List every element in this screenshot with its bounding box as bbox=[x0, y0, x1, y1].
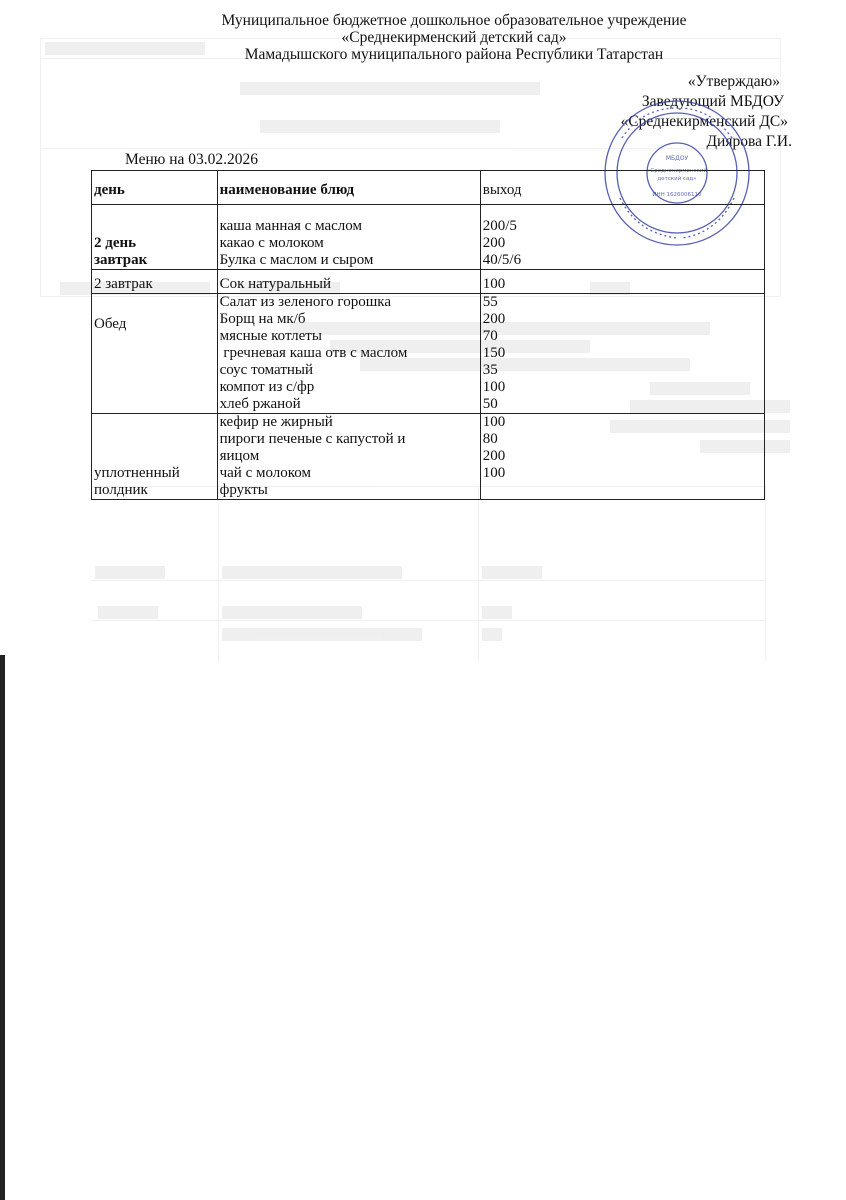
yield-cell bbox=[480, 205, 764, 270]
header-line-3: Мамадышского муниципального района Республики Татарстан bbox=[244, 46, 664, 63]
meal-label: полдник bbox=[94, 482, 148, 498]
yield-item: 100 bbox=[482, 379, 506, 395]
yield-item: 40/5/6 bbox=[482, 252, 522, 268]
dish-item: какао с молоком bbox=[219, 235, 324, 251]
yield-item: 200 bbox=[482, 448, 506, 464]
meal-cell bbox=[92, 294, 218, 414]
dish-item: кефир не жирный bbox=[219, 414, 333, 430]
yield-item: 55 bbox=[482, 294, 498, 310]
yield-cell bbox=[480, 270, 764, 294]
meal-label: 2 день bbox=[94, 235, 137, 251]
dish-item: Сок натуральный bbox=[219, 276, 332, 292]
yield-item: 100 bbox=[482, 276, 506, 292]
dish-cell bbox=[217, 270, 480, 294]
yield-item: 100 bbox=[482, 465, 506, 481]
dish-item: компот из с/фр bbox=[219, 379, 315, 395]
meal-label: 2 завтрак bbox=[94, 276, 153, 292]
approval-line-1: «Утверждаю» bbox=[687, 73, 780, 90]
yield-item: 50 bbox=[482, 396, 498, 412]
approval-line-3: «Среднекирменский ДС» bbox=[620, 113, 788, 130]
dish-item: фрукты bbox=[219, 482, 268, 498]
svg-text:детский сад»: детский сад» bbox=[657, 176, 697, 182]
menu-title: Меню на 03.02.2026 bbox=[125, 151, 259, 168]
dish-cell bbox=[217, 205, 480, 270]
yield-item: 200 bbox=[482, 235, 506, 251]
dish-item: хлеб ржаной bbox=[219, 396, 301, 412]
yield-cell bbox=[480, 294, 764, 414]
dish-item: каша манная с маслом bbox=[219, 218, 362, 234]
dish-item: Булка с маслом и сыром bbox=[219, 252, 374, 268]
dish-item: соус томатный bbox=[219, 362, 314, 378]
meal-label: уплотненный bbox=[94, 465, 180, 481]
dish-item: мясные котлеты bbox=[219, 328, 322, 344]
scan-edge-shadow bbox=[0, 655, 5, 1200]
table-row-second-breakfast bbox=[92, 270, 765, 294]
dish-item: чай с молоком bbox=[219, 465, 311, 481]
approval-line-4: Диярова Г.И. bbox=[706, 133, 792, 150]
header-yield: выход bbox=[480, 171, 764, 205]
dish-item: гречневая каша отв с маслом bbox=[219, 345, 408, 361]
yield-item bbox=[483, 482, 762, 499]
organization-header bbox=[0, 12, 846, 63]
yield-item: 200/5 bbox=[482, 218, 517, 234]
table-row-afternoon-snack bbox=[92, 414, 765, 500]
meal-cell bbox=[92, 270, 218, 294]
svg-text:МБДОУ: МБДОУ bbox=[665, 155, 689, 162]
meal-cell bbox=[92, 414, 218, 500]
meal-label: завтрак bbox=[94, 252, 148, 268]
table-row-lunch bbox=[92, 294, 765, 414]
yield-item: 100 bbox=[482, 414, 506, 430]
approval-line-2: Заведующий МБДОУ bbox=[641, 93, 784, 110]
header-dish: наименование блюд bbox=[217, 171, 480, 205]
yield-item: 200 bbox=[482, 311, 506, 327]
yield-item: 70 bbox=[482, 328, 498, 344]
yield-cell bbox=[480, 414, 764, 500]
yield-item: 150 bbox=[482, 345, 506, 361]
dish-item: Салат из зеленого горошка bbox=[219, 294, 391, 310]
header-line-2: «Среднекирменский детский сад» bbox=[341, 29, 567, 46]
header-line-1: Муниципальное бюджетное дошкольное образовательное учреждение bbox=[221, 12, 687, 29]
dish-cell bbox=[217, 414, 480, 500]
dish-item: Борщ на мк/б bbox=[219, 311, 306, 327]
table-header-row bbox=[92, 171, 765, 205]
yield-item: 80 bbox=[482, 431, 498, 447]
svg-text:«Среднекирменский: «Среднекирменский bbox=[647, 168, 707, 174]
svg-text:ИНН 1626006110: ИНН 1626006110 bbox=[652, 192, 702, 198]
table-row-breakfast bbox=[92, 205, 765, 270]
meal-label: Обед bbox=[94, 316, 127, 332]
yield-item: 35 bbox=[482, 362, 498, 378]
header-day: день bbox=[92, 171, 218, 205]
dish-cell bbox=[217, 294, 480, 414]
meal-cell bbox=[92, 205, 218, 270]
dish-item: пироги печеные с капустой и bbox=[219, 431, 406, 447]
dish-item: яицом bbox=[219, 448, 260, 464]
menu-table bbox=[91, 170, 765, 500]
